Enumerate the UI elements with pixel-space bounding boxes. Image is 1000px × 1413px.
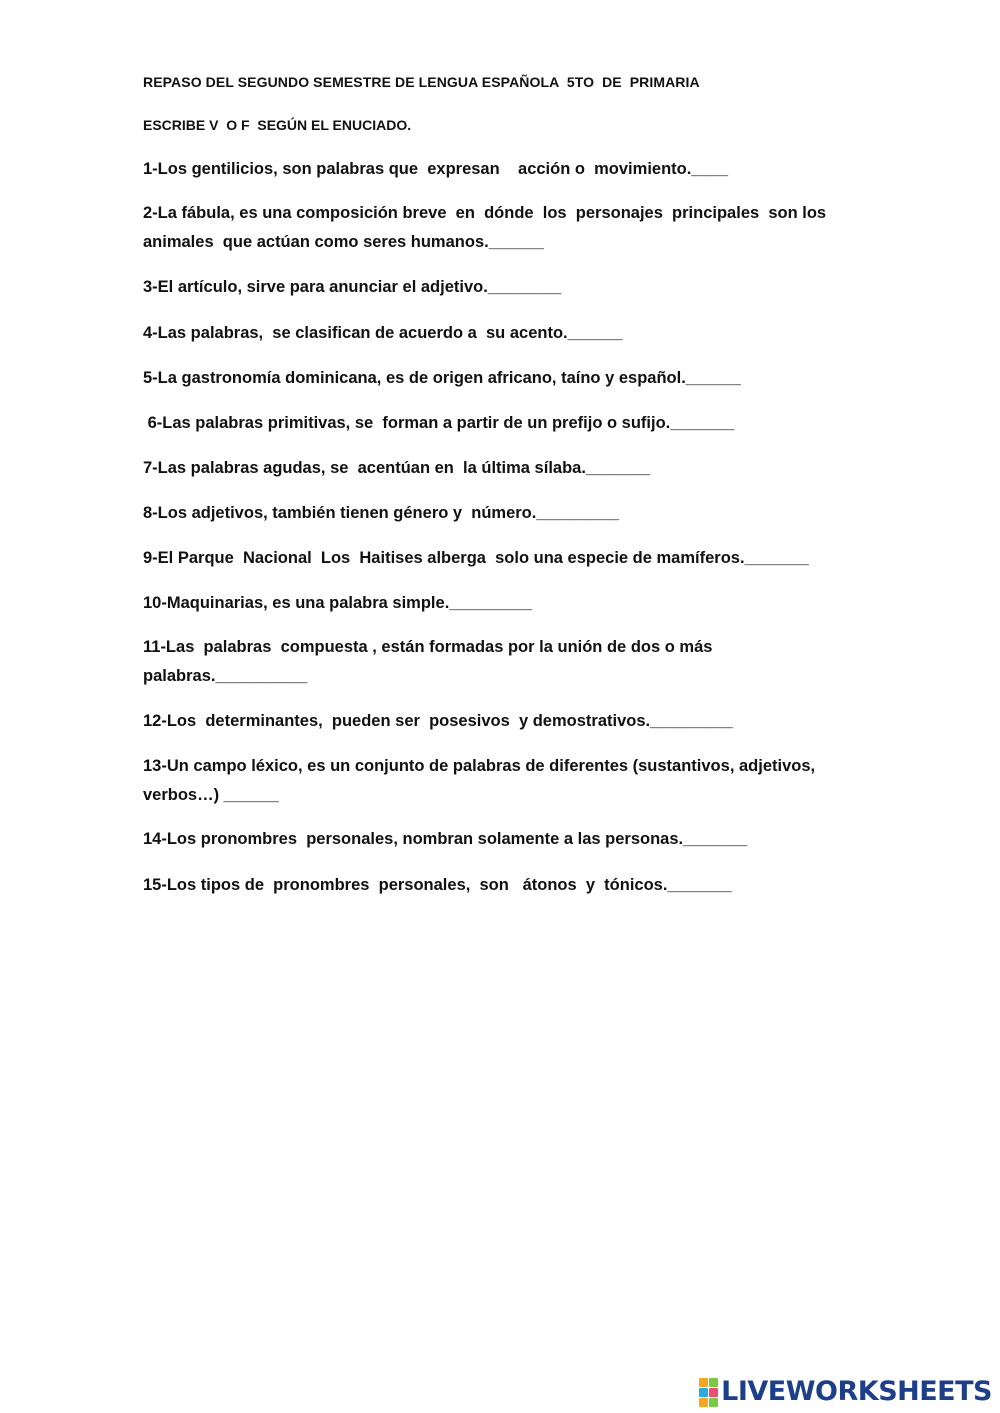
question-9: 9-El Parque Nacional Los Haitises alberga solo una especie de mamíferos._______: [143, 549, 809, 567]
worksheet-title: REPASO DEL SEGUNDO SEMESTRE DE LENGUA ESPAÑOLA 5TO DE PRIMARIA: [143, 74, 700, 90]
question-2: 2-La fábula, es una composición breve en dónde los personajes principales son los animales que actúan como seres humanos.______: [143, 204, 827, 251]
logo-mark-square: [709, 1398, 718, 1407]
logo-mark-square: [699, 1378, 708, 1387]
question-8: 8-Los adjetivos, también tienen género y número._________: [143, 504, 619, 522]
question-13: 13-Un campo léxico, es un conjunto de palabras de diferentes (sustantivos, adjetivos, verbos…) ______: [143, 757, 816, 804]
logo-mark-square: [699, 1388, 708, 1397]
question-6: 6-Las palabras primitivas, se forman a partir de un prefijo o sufijo._______: [143, 414, 735, 432]
question-10: 10-Maquinarias, es una palabra simple._________: [143, 594, 532, 612]
question-12: 12-Los determinantes, pueden ser posesivos y demostrativos._________: [143, 712, 733, 730]
question-11: 11-Las palabras compuesta , están formadas por la unión de dos o más palabras.__________: [143, 638, 713, 685]
question-3: 3-El artículo, sirve para anunciar el adjetivo.________: [143, 278, 562, 296]
logo-mark-square: [709, 1388, 718, 1397]
liveworksheets-logo: [699, 1377, 992, 1407]
question-5: 5-La gastronomía dominicana, es de origen africano, taíno y español.______: [143, 369, 741, 387]
logo-mark-square: [699, 1398, 708, 1407]
question-14: 14-Los pronombres personales, nombran solamente a las personas._______: [143, 830, 748, 848]
question-7: 7-Las palabras agudas, se acentúan en la última sílaba._______: [143, 459, 651, 477]
logo-mark-square: [709, 1378, 718, 1387]
liveworksheets-logo-mark-icon: [699, 1378, 718, 1407]
liveworksheets-logo-text: LIVEWORKSHEETS: [721, 1376, 992, 1407]
worksheet-instruction: ESCRIBE V O F SEGÚN EL ENUCIADO.: [143, 117, 412, 133]
question-1: 1-Los gentilicios, son palabras que expresan acción o movimiento.____: [143, 160, 729, 178]
question-4: 4-Las palabras, se clasifican de acuerdo a su acento.______: [143, 324, 623, 342]
question-15: 15-Los tipos de pronombres personales, son átonos y tónicos._______: [143, 876, 732, 894]
